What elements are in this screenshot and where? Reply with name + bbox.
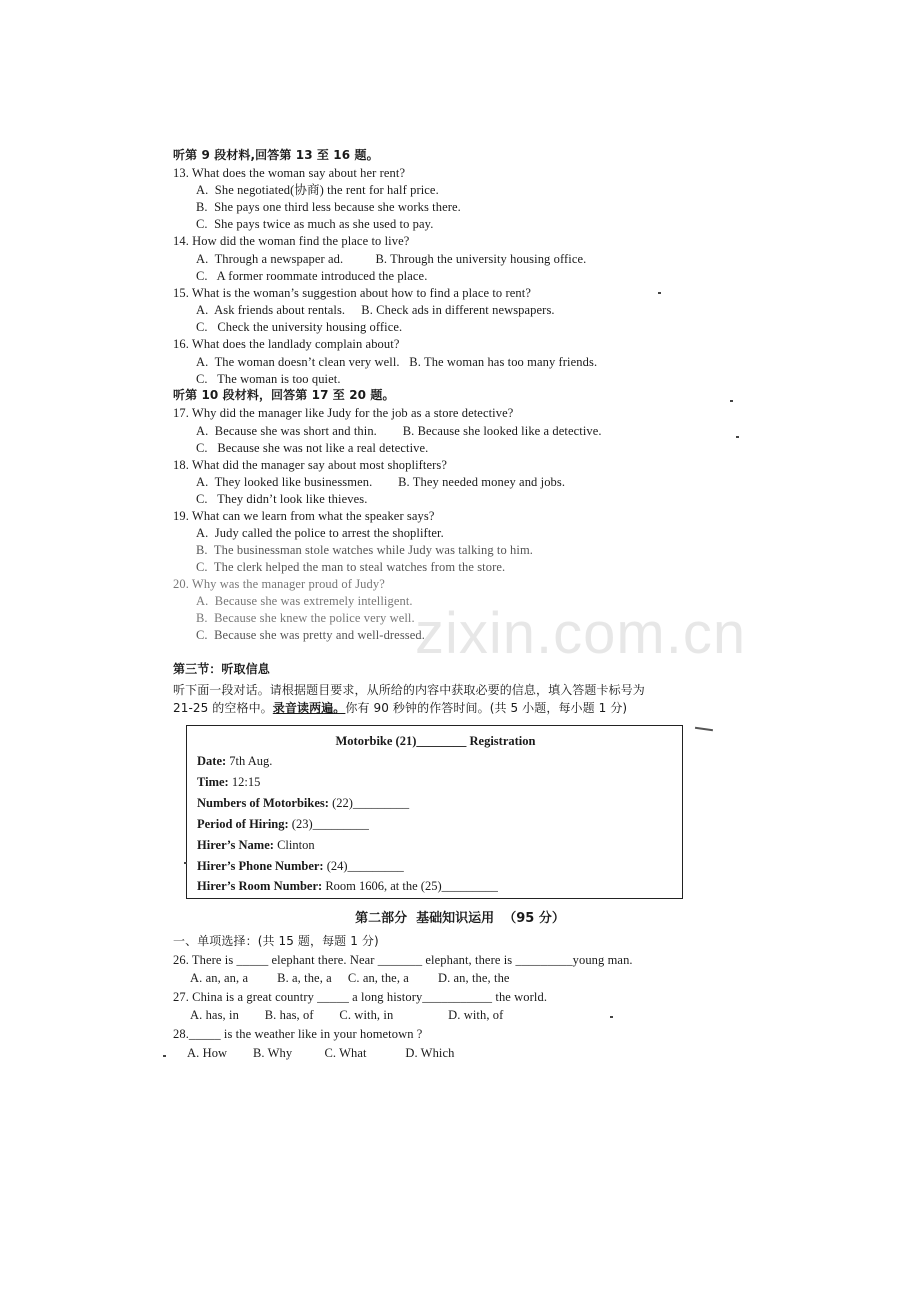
scan-speck: [658, 292, 661, 294]
scan-speck: [736, 436, 739, 438]
question-27: 27. China is a great country _____ a long history___________ the world.: [173, 990, 548, 1004]
scan-speck: [163, 1055, 166, 1057]
option-20c: C. Because she was pretty and well-dressed.: [196, 628, 425, 642]
instr-part-a: 21-25 的空格中。: [173, 701, 273, 715]
question-16: 16. What does the landlady complain about?: [173, 337, 400, 351]
form-value: Clinton: [273, 838, 315, 852]
option-19b: B. The businessman stole watches while Judy was talking to him.: [196, 543, 534, 557]
part2-title: 第二部分 基础知识运用 （95 分）: [355, 911, 565, 926]
section3-instructions-2: [173, 700, 627, 716]
option-18ab: A. They looked like businessmen. B. They needed money and jobs.: [196, 475, 566, 489]
form-value: (24)_________: [323, 859, 404, 873]
option-20b: B. Because she knew the police very well.: [196, 611, 415, 625]
option-16ab: A. The woman doesn’t clean very well. B. The woman has too many friends.: [196, 355, 598, 369]
question-18: 18. What did the manager say about most shoplifters?: [173, 458, 448, 472]
part2-subtitle: 一、单项选择：(共 15 题，每题 1 分): [173, 934, 379, 948]
question-13: 13. What does the woman say about her rent?: [173, 166, 406, 180]
option-19c: C. The clerk helped the man to steal watches from the store.: [196, 560, 506, 574]
option-15ab: A. Ask friends about rentals. B. Check ads in different newspapers.: [196, 303, 555, 317]
option-17c: C. Because she was not like a real detective.: [196, 441, 429, 455]
options-28: A. How B. Why C. What D. Which: [187, 1046, 455, 1060]
options-26: A. an, an, a B. a, the, a C. an, the, a D. an, the, the: [190, 971, 510, 985]
option-17ab: A. Because she was short and thin. B. Because she looked like a detective.: [196, 424, 602, 438]
option-20a: A. Because she was extremely intelligent.: [196, 594, 413, 608]
form-label: Hirer’s Name:: [197, 838, 274, 852]
scan-mark: [695, 727, 713, 731]
form-value: 7th Aug.: [226, 754, 273, 768]
question-20: 20. Why was the manager proud of Judy?: [173, 577, 385, 591]
instr-part-c: 你有 90 秒钟的作答时间。(共 5 小题，每小题 1 分): [345, 701, 628, 715]
question-19: 19. What can we learn from what the speaker says?: [173, 509, 435, 523]
question-15: 15. What is the woman’s suggestion about how to find a place to rent?: [173, 286, 531, 300]
scan-speck: [184, 862, 187, 864]
header-section-10: 听第 10 段材料，回答第 17 至 20 题。: [173, 388, 395, 402]
watermark: zixin.com.cn: [415, 601, 747, 666]
form-label: Date:: [197, 754, 227, 768]
instr-part-b: 录音读两遍。: [272, 701, 346, 715]
option-14c: C. A former roommate introduced the place.: [196, 269, 428, 283]
form-value: Room 1606, at the (25)_________: [322, 879, 498, 893]
form-row-period: [197, 817, 369, 832]
form-row-date: [197, 754, 272, 769]
form-row-phone: [197, 859, 404, 874]
question-28: 28._____ is the weather like in your hometown ?: [173, 1027, 423, 1041]
section3-instructions-1: 听下面一段对话。请根据题目要求，从所给的内容中获取必要的信息，填入答题卡标号为: [173, 683, 645, 697]
form-label: Time:: [197, 775, 229, 789]
question-14: 14. How did the woman find the place to live?: [173, 234, 410, 248]
option-13b: B. She pays one third less because she works there.: [196, 200, 461, 214]
form-value: (23)_________: [288, 817, 369, 831]
form-label: Numbers of Motorbikes:: [197, 796, 329, 810]
form-row-room: [197, 879, 498, 894]
question-17: 17. Why did the manager like Judy for the job as a store detective?: [173, 406, 514, 420]
header-section-9: 听第 9 段材料,回答第 13 至 16 题。: [173, 148, 379, 162]
option-13a: A. She negotiated(协商) the rent for half price.: [196, 183, 439, 197]
option-14ab: A. Through a newspaper ad. B. Through the university housing office.: [196, 252, 587, 266]
question-26: 26. There is _____ elephant there. Near _______ elephant, there is _________young man.: [173, 953, 633, 967]
form-row-time: [197, 775, 260, 790]
option-19a: A. Judy called the police to arrest the shoplifter.: [196, 526, 444, 540]
form-row-name: [197, 838, 315, 853]
option-15c: C. Check the university housing office.: [196, 320, 403, 334]
form-title: Motorbike (21)________ Registration: [335, 734, 536, 748]
form-label: Hirer’s Phone Number:: [197, 859, 324, 873]
scan-speck: [610, 1016, 613, 1018]
form-value: 12:15: [228, 775, 261, 789]
registration-form: [186, 725, 683, 899]
section3-title: 第三节：听取信息: [173, 662, 270, 676]
form-value: (22)_________: [328, 796, 410, 810]
form-row-motorbikes: [197, 796, 409, 811]
option-16c: C. The woman is too quiet.: [196, 372, 341, 386]
option-13c: C. She pays twice as much as she used to pay.: [196, 217, 434, 231]
form-label: Period of Hiring:: [197, 817, 289, 831]
options-27: A. has, in B. has, of C. with, in D. with, of: [190, 1008, 504, 1022]
option-18c: C. They didn’t look like thieves.: [196, 492, 368, 506]
form-label: Hirer’s Room Number:: [197, 879, 323, 893]
scan-speck: [730, 400, 733, 402]
